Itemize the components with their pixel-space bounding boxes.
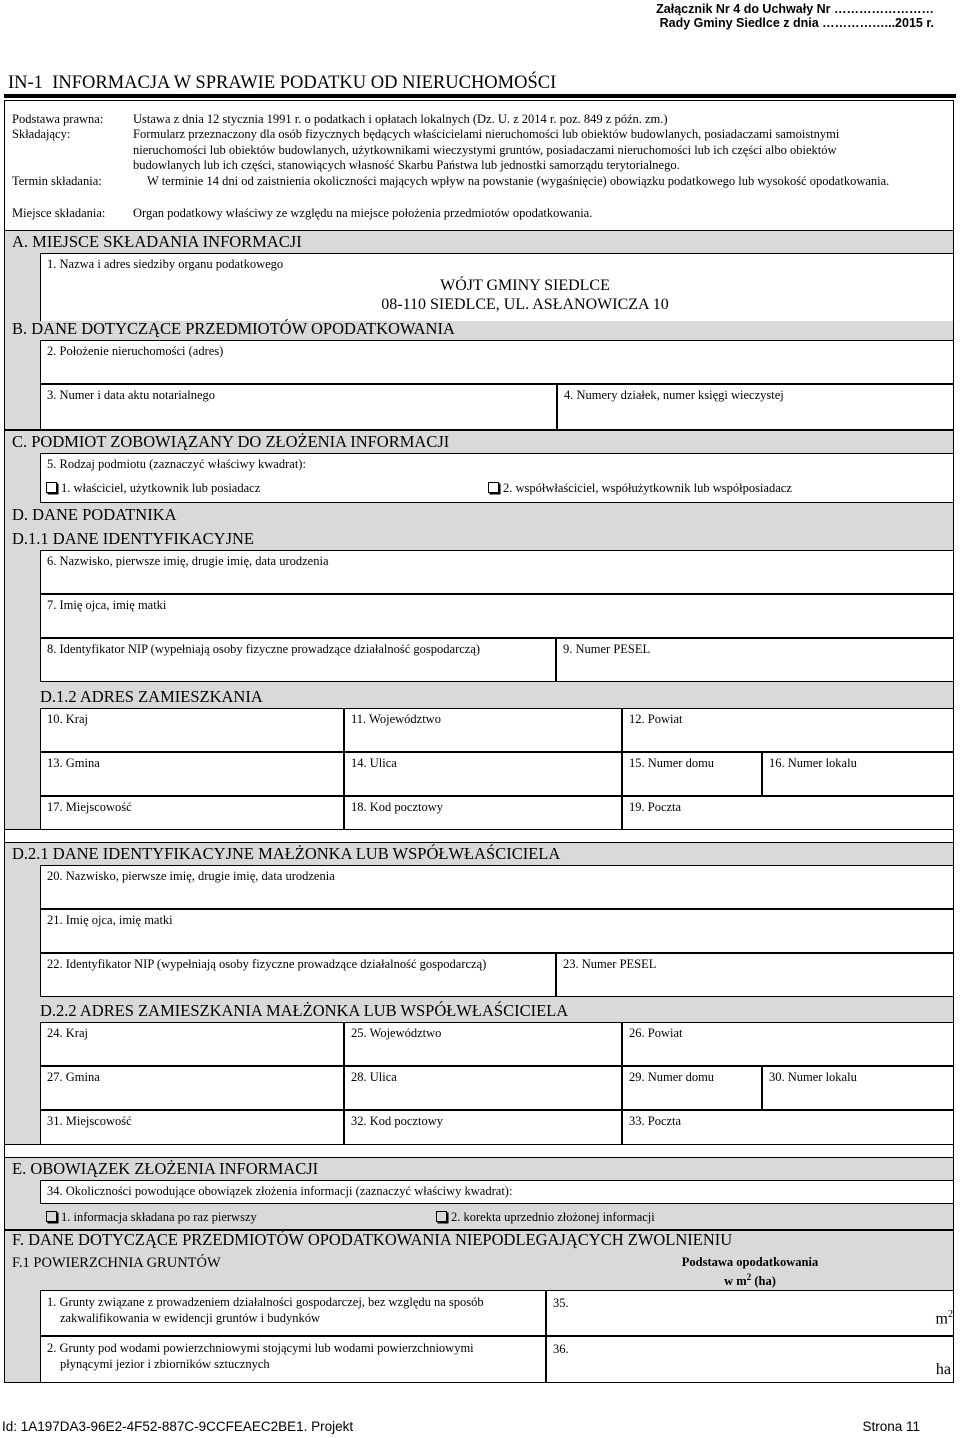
field-29-label: 29. Numer domu bbox=[629, 1070, 715, 1084]
field-7-parents[interactable] bbox=[40, 594, 954, 638]
field-12-county[interactable] bbox=[622, 708, 954, 752]
tax-base-header bbox=[640, 1255, 860, 1289]
field-4-plot-numbers[interactable] bbox=[557, 384, 954, 430]
annex-header bbox=[656, 2, 934, 30]
field-6-label: 6. Nazwisko, pierwsze imię, drugie imię, data urodzenia bbox=[47, 554, 329, 568]
section-d21-title: D.2.1 DANE IDENTYFIKACYJNE MAŁŻONKA LUB WSPÓŁWŁAŚCICIELA bbox=[12, 844, 561, 863]
circumstance-option-2-label: 2. korekta uprzednio złożonej informacji bbox=[451, 1210, 655, 1224]
field-31-label: 31. Miejscowość bbox=[47, 1114, 132, 1128]
entity-option-1-label: 1. właściciel, użytkownik lub posiadacz bbox=[61, 481, 261, 495]
checkbox-co-owner[interactable] bbox=[488, 482, 499, 493]
form-title-text: INFORMACJA W SPRAWIE PODATKU OD NIERUCHOMOŚCI bbox=[52, 73, 557, 93]
field-34-circumstances bbox=[40, 1180, 954, 1204]
field-15-house-number[interactable] bbox=[622, 752, 762, 796]
field-35-number: 35. bbox=[553, 1296, 569, 1310]
tax-base-header-line2: w $m^2$ (ha) bbox=[724, 1272, 776, 1289]
field-17-locality[interactable] bbox=[40, 796, 344, 830]
land-row-1-line2: zakwalifikowania w ewidencji gruntów i budynków bbox=[60, 1311, 321, 1325]
section-d12-title: D.1.2 ADRES ZAMIESZKANIA bbox=[40, 687, 263, 706]
field-18-label: 18. Kod pocztowy bbox=[351, 800, 443, 814]
field-24-country[interactable] bbox=[40, 1022, 344, 1066]
field-25-label: 25. Województwo bbox=[351, 1026, 442, 1040]
field-17-label: 17. Miejscowość bbox=[47, 800, 132, 814]
annex-line-2: Rady Gminy Siedlce z dnia ……………...2015 r. bbox=[659, 16, 934, 30]
field-36-unit: ha bbox=[935, 1361, 951, 1378]
circumstance-option-1[interactable] bbox=[46, 1210, 257, 1225]
field-28-street[interactable] bbox=[344, 1066, 622, 1110]
filer-label: Składający: bbox=[12, 127, 71, 141]
entity-option-2-label: 2. współwłaściciel, współużytkownik lub współposiadacz bbox=[503, 481, 792, 495]
field-23-label: 23. Numer PESEL bbox=[563, 957, 657, 971]
field-4-label: 4. Numery działek, numer księgi wieczystej bbox=[564, 388, 784, 402]
field-19-label: 19. Poczta bbox=[629, 800, 682, 814]
field-21-label: 21. Imię ojca, imię matki bbox=[47, 913, 173, 927]
field-13-label: 13. Gmina bbox=[47, 756, 100, 770]
field-19-post-office[interactable] bbox=[622, 796, 954, 830]
deadline-label: Termin składania: bbox=[12, 174, 102, 188]
field-35-business-land-area[interactable] bbox=[546, 1290, 954, 1336]
land-row-1-line1: 1. Grunty związane z prowadzeniem działalności gospodarczej, bez względu na sposób bbox=[47, 1295, 484, 1309]
section-d22-title: D.2.2 ADRES ZAMIESZKANIA MAŁŻONKA LUB WSPÓŁWŁAŚCICIELA bbox=[40, 1001, 569, 1020]
field-23-spouse-pesel[interactable] bbox=[556, 953, 954, 997]
field-18-postal-code[interactable] bbox=[344, 796, 622, 830]
field-3-label: 3. Numer i data aktu notarialnego bbox=[47, 388, 215, 402]
field-32-postal-code[interactable] bbox=[344, 1110, 622, 1145]
field-26-county[interactable] bbox=[622, 1022, 954, 1066]
section-a-title: A. MIEJSCE SKŁADANIA INFORMACJI bbox=[12, 232, 302, 251]
field-14-label: 14. Ulica bbox=[351, 756, 397, 770]
field-2-label: 2. Położenie nieruchomości (adres) bbox=[47, 344, 224, 358]
form-title bbox=[8, 73, 556, 94]
field-32-label: 32. Kod pocztowy bbox=[351, 1114, 443, 1128]
field-25-voivodeship[interactable] bbox=[344, 1022, 622, 1066]
land-row-2-line2: płynącymi jezior i zbiorników sztucznych bbox=[60, 1357, 270, 1371]
title-rule bbox=[4, 94, 956, 98]
field-1-label: 1. Nazwa i adres siedziby organu podatkowego bbox=[47, 257, 284, 271]
land-row-2-line1: 2. Grunty pod wodami powierzchniowymi stojącymi lub wodami powierzchniowymi bbox=[47, 1341, 474, 1355]
circumstance-option-2[interactable] bbox=[436, 1210, 655, 1225]
field-29-house-number[interactable] bbox=[622, 1066, 762, 1110]
checkbox-owner[interactable] bbox=[46, 482, 57, 493]
field-6-name[interactable] bbox=[40, 550, 954, 594]
entity-option-1[interactable] bbox=[46, 481, 260, 496]
field-22-label: 22. Identyfikator NIP (wypełniają osoby fizyczne prowadzące działalność gospodarczą) bbox=[47, 957, 487, 971]
field-14-street[interactable] bbox=[344, 752, 622, 796]
field-10-label: 10. Kraj bbox=[47, 712, 88, 726]
section-c-title: C. PODMIOT ZOBOWIĄZANY DO ZŁOŻENIA INFORMACJI bbox=[12, 432, 450, 451]
field-35-unit: $m^2$ bbox=[935, 1309, 953, 1328]
field-31-locality[interactable] bbox=[40, 1110, 344, 1145]
annex-line-1: Załącznik Nr 4 do Uchwały Nr …………………… bbox=[656, 2, 934, 16]
field-33-label: 33. Poczta bbox=[629, 1114, 682, 1128]
field-33-post-office[interactable] bbox=[622, 1110, 954, 1145]
field-12-label: 12. Powiat bbox=[629, 712, 683, 726]
field-11-voivodeship[interactable] bbox=[344, 708, 622, 752]
form-code: IN-1 bbox=[8, 73, 43, 93]
filer-text: Formularz przeznaczony dla osób fizycznych będących właścicielami nieruchomości lub obiektów budowlanych, posiadaczami samoistnymi nieruchomości lub obiektów budowlanych, użytkownikami wieczystymi gruntów, posiadaczami nieruchomości lub ich części albo obiektów budowlanych lub ich części, stanowiących własność Skarbu Państwa lub jednostki samorządu terytorialnego. bbox=[133, 127, 840, 172]
land-row-2-description bbox=[40, 1336, 546, 1383]
field-5-label: 5. Rodzaj podmiotu (zaznaczyć właściwy kwadrat): bbox=[47, 457, 306, 471]
field-9-label: 9. Numer PESEL bbox=[563, 642, 651, 656]
land-row-1-description bbox=[40, 1290, 546, 1336]
basis-text: Ustawa z dnia 12 stycznia 1991 r. o podatkach i opłatach lokalnych (Dz. U. z 2014 r. poz. 849 z późn. zm.) bbox=[133, 112, 668, 126]
field-27-label: 27. Gmina bbox=[47, 1070, 100, 1084]
field-11-label: 11. Województwo bbox=[351, 712, 441, 726]
field-28-label: 28. Ulica bbox=[351, 1070, 397, 1084]
authority-address bbox=[330, 276, 720, 314]
field-7-label: 7. Imię ojca, imię matki bbox=[47, 598, 167, 612]
entity-option-2[interactable] bbox=[488, 481, 792, 496]
section-b-title: B. DANE DOTYCZĄCE PRZEDMIOTÓW OPODATKOWANIA bbox=[12, 319, 455, 338]
checkbox-first-filing[interactable] bbox=[46, 1211, 57, 1222]
field-21-spouse-parents[interactable] bbox=[40, 909, 954, 953]
field-24-label: 24. Kraj bbox=[47, 1026, 88, 1040]
field-8-nip[interactable] bbox=[40, 638, 556, 682]
field-8-label: 8. Identyfikator NIP (wypełniają osoby fizyczne prowadzące działalność gospodarczą) bbox=[47, 642, 481, 656]
field-16-label: 16. Numer lokalu bbox=[769, 756, 857, 770]
checkbox-correction[interactable] bbox=[436, 1211, 447, 1222]
field-34-label: 34. Okoliczności powodujące obowiązek złożenia informacji (zaznaczyć właściwy kwadrat): bbox=[47, 1184, 513, 1198]
deadline-text: W terminie 14 dni od zaistnienia okoliczności mających wpływ na powstanie (wygaśnięcie) obowiązku podatkowego lub wysokość opodatkowania. bbox=[147, 174, 890, 188]
section-d11-title: D.1.1 DANE IDENTYFIKACYJNE bbox=[12, 529, 254, 548]
field-3-notarial-deed[interactable] bbox=[40, 384, 557, 430]
authority-street: 08-110 SIEDLCE, UL. ASŁANOWICZA 10 bbox=[381, 296, 669, 313]
footer-page-number: Strona 11 bbox=[862, 1419, 920, 1434]
field-15-label: 15. Numer domu bbox=[629, 756, 715, 770]
field-27-commune[interactable] bbox=[40, 1066, 344, 1110]
field-13-commune[interactable] bbox=[40, 752, 344, 796]
field-20-spouse-name[interactable] bbox=[40, 865, 954, 909]
field-22-spouse-nip[interactable] bbox=[40, 953, 556, 997]
field-26-label: 26. Powiat bbox=[629, 1026, 683, 1040]
field-10-country[interactable] bbox=[40, 708, 344, 752]
field-9-pesel[interactable] bbox=[556, 638, 954, 682]
section-f1-title: F.1 POWIERZCHNIA GRUNTÓW bbox=[12, 1255, 221, 1271]
field-36-number: 36. bbox=[553, 1342, 569, 1356]
field-20-label: 20. Nazwisko, pierwsze imię, drugie imię, data urodzenia bbox=[47, 869, 335, 883]
circumstance-option-1-label: 1. informacja składana po raz pierwszy bbox=[61, 1210, 257, 1224]
authority-name: WÓJT GMINY SIEDLCE bbox=[440, 277, 610, 294]
field-30-apartment-number[interactable] bbox=[762, 1066, 954, 1110]
field-36-water-land-area[interactable] bbox=[546, 1336, 954, 1383]
section-f-title: F. DANE DOTYCZĄCE PRZEDMIOTÓW OPODATKOWANIA NIEPODLEGAJĄCYCH ZWOLNIENIU bbox=[12, 1230, 733, 1249]
meta-block bbox=[12, 112, 942, 224]
tax-base-header-line1: Podstawa opodatkowania bbox=[681, 1255, 819, 1269]
footer-document-id: Id: 1A197DA3-96E2-4F52-887C-9CCFEAEC2BE1. Projekt bbox=[2, 1419, 354, 1434]
field-16-apartment-number[interactable] bbox=[762, 752, 954, 796]
section-d-title: D. DANE PODATNIKA bbox=[12, 505, 177, 524]
field-30-label: 30. Numer lokalu bbox=[769, 1070, 857, 1084]
section-e-title: E. OBOWIĄZEK ZŁOŻENIA INFORMACJI bbox=[12, 1159, 319, 1178]
place-label: Miejsce składania: bbox=[12, 206, 106, 220]
field-2-location[interactable] bbox=[40, 340, 954, 384]
basis-label: Podstawa prawna: bbox=[12, 112, 104, 126]
place-text: Organ podatkowy właściwy ze względu na miejsce położenia przedmiotów opodatkowania. bbox=[133, 206, 593, 220]
